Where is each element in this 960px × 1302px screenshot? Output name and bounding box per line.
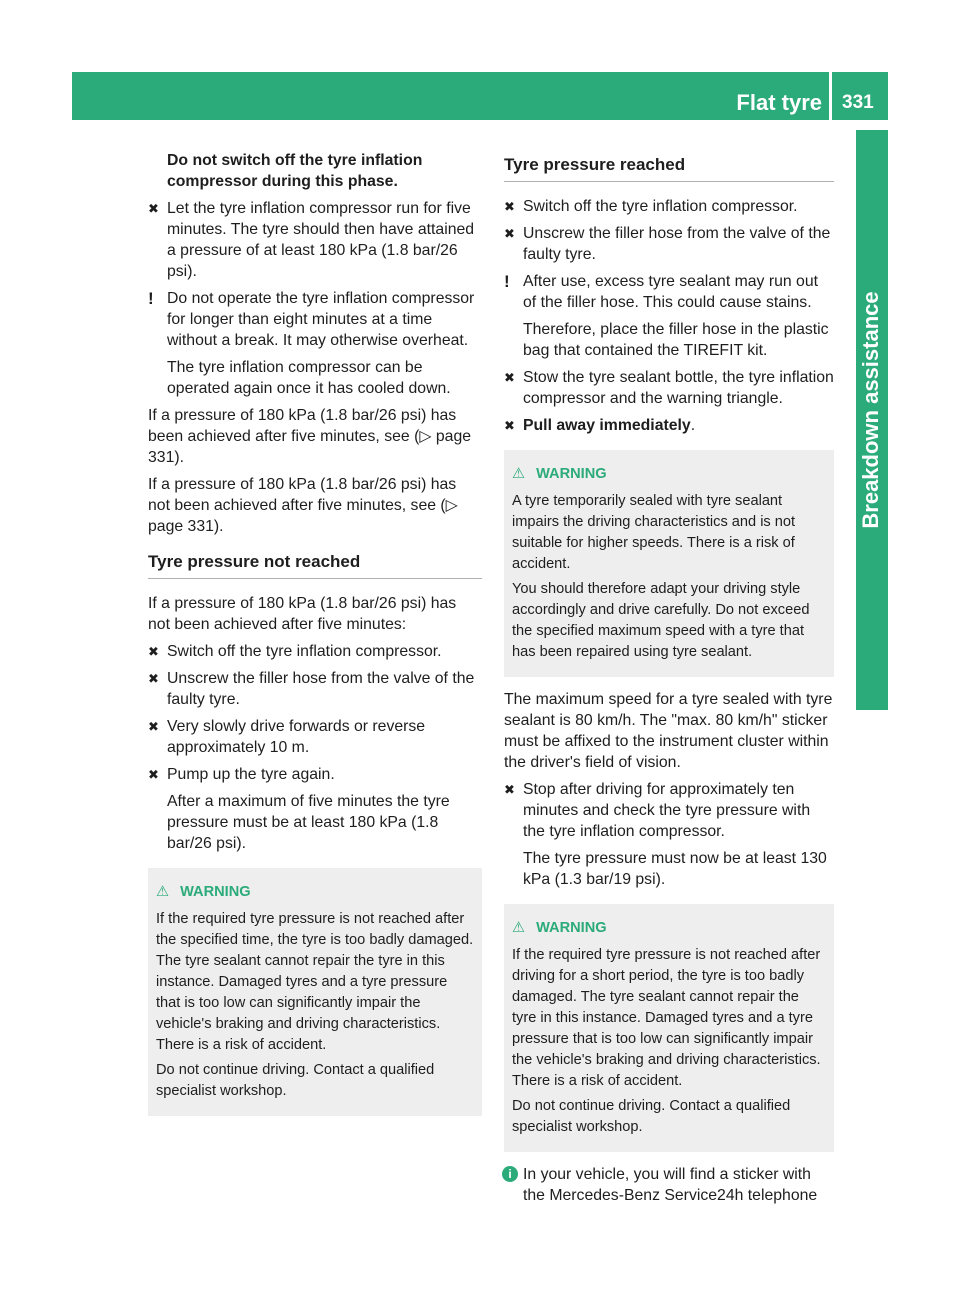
warning-text: Do not continue driving. Contact a qualified specialist workshop. (156, 1062, 435, 1099)
info-note (504, 1164, 834, 1206)
exclamation-icon: ! (504, 272, 510, 291)
step-text: Pull away immediately (523, 417, 691, 434)
step-text-end: . (690, 417, 696, 434)
warning-box (148, 868, 482, 1116)
step-text: Switch off the tyre inflation compressor. (523, 198, 798, 215)
step-item (148, 198, 482, 282)
note-text: After use, excess tyre sealant may run out of the filler hose. This could cause stains. (523, 273, 819, 311)
warning-header (512, 464, 826, 485)
arrow-right-icon: ✖ (148, 671, 159, 686)
step-item (504, 779, 834, 842)
paragraph: The maximum speed for a tyre sealed with tyre sealant is 80 km/h. The "max. 80 km/h" sticker must be affixed to the instrument cluster within the driver's field of vision. (504, 691, 833, 771)
arrow-right-icon: ✖ (504, 199, 515, 214)
page-number: 331 (842, 92, 874, 113)
right-column (504, 150, 834, 1212)
attention-note (504, 271, 834, 361)
warning-box (504, 450, 834, 677)
step-item (148, 716, 482, 758)
warning-title: WARNING (536, 920, 607, 936)
page-title: Flat tyre (736, 90, 822, 115)
arrow-right-icon: ✖ (148, 767, 159, 782)
warning-triangle-icon: ⚠ (512, 920, 526, 936)
step-item (148, 668, 482, 710)
warning-text: A tyre temporarily sealed with tyre sealant impairs the driving characteristics and is not suitable for higher speeds. There is a risk of accident. (512, 493, 796, 572)
warning-triangle-icon: ⚠ (512, 466, 526, 482)
header-divider (829, 72, 832, 120)
attention-note (148, 288, 482, 399)
step-text: Unscrew the filler hose from the valve of the faulty tyre. (523, 225, 831, 263)
warning-header (156, 882, 474, 903)
section-heading: Tyre pressure reached (504, 154, 834, 182)
paragraph: If a pressure of 180 kPa (1.8 bar/26 psi) has not been achieved after five minutes: (148, 595, 457, 633)
warning-header (512, 918, 826, 939)
step-item (148, 641, 482, 662)
arrow-right-icon: ✖ (148, 201, 159, 216)
step-text: Unscrew the filler hose from the valve of the faulty tyre. (167, 670, 475, 708)
note-text: The tyre inflation compressor can be operated again once it has cooled down. (167, 359, 451, 397)
arrow-right-icon: ✖ (148, 644, 159, 659)
warning-box (504, 904, 834, 1152)
section-tab-label: Breakdown assistance (858, 291, 883, 529)
section-heading: Tyre pressure not reached (148, 551, 482, 579)
step-text: Pump up the tyre again. (167, 766, 335, 783)
arrow-right-icon: ✖ (504, 782, 515, 797)
step-item (504, 415, 834, 436)
note-text: In your vehicle, you will find a sticker with the Mercedes-Benz Service24h telephone (523, 1166, 818, 1204)
paragraph: If a pressure of 180 kPa (1.8 bar/26 psi) has been achieved after five minutes, see (▷ page 331). (148, 407, 472, 466)
note-text: Therefore, place the filler hose in the plastic bag that contained the TIREFIT kit. (523, 321, 829, 359)
step-result: After a maximum of five minutes the tyre pressure must be at least 180 kPa (1.8 bar/26 psi). (167, 793, 450, 852)
step-text: Stow the tyre sealant bottle, the tyre inflation compressor and the warning triangle. (523, 369, 834, 407)
arrow-right-icon: ✖ (504, 370, 515, 385)
step-text: Stop after driving for approximately ten minutes and check the tyre pressure with the tyre inflation compressor. (523, 781, 811, 840)
warning-text: If the required tyre pressure is not reached after the specified time, the tyre is too badly damaged. The tyre sealant cannot repair the tyre in this instance. Damaged tyres and a tyre pressure that is too low can significantly impair the vehicle's braking and driving characteristics. There is a risk of accident. (156, 911, 474, 1053)
warning-title: WARNING (536, 466, 607, 482)
arrow-right-icon: ✖ (148, 719, 159, 734)
step-item (504, 367, 834, 409)
warning-title: WARNING (180, 884, 251, 900)
arrow-right-icon: ✖ (504, 226, 515, 241)
warning-text: Do not continue driving. Contact a qualified specialist workshop. (512, 1098, 791, 1135)
note-text: Do not operate the tyre inflation compressor for longer than eight minutes at a time without a break. It may otherwise overheat. (167, 290, 475, 349)
left-column (148, 150, 482, 1128)
warning-text: You should therefore adapt your driving style accordingly and drive carefully. Do not exceed the specified maximum speed with a tyre that has been repaired using tyre sealant. (512, 581, 810, 660)
arrow-right-icon: ✖ (504, 418, 515, 433)
step-text: Very slowly drive forwards or reverse approximately 10 m. (167, 718, 426, 756)
step-item (504, 223, 834, 265)
intro-instruction: Do not switch off the tyre inflation compressor during this phase. (167, 152, 423, 190)
info-icon: i (502, 1166, 518, 1182)
warning-triangle-icon: ⚠ (156, 884, 170, 900)
step-item (504, 196, 834, 217)
step-result: The tyre pressure must now be at least 130 kPa (1.3 bar/19 psi). (523, 850, 827, 888)
paragraph: If a pressure of 180 kPa (1.8 bar/26 psi) has not been achieved after five minutes, see (▷ page 331). (148, 476, 458, 535)
exclamation-icon: ! (148, 289, 154, 308)
step-text: Let the tyre inflation compressor run for five minutes. The tyre should then have attained a pressure of at least 180 kPa (1.8 bar/26 psi). (167, 200, 475, 280)
step-text: Switch off the tyre inflation compressor. (167, 643, 442, 660)
step-item (148, 764, 482, 785)
warning-text: If the required tyre pressure is not reached after driving for a short period, the tyre is too badly damaged. The tyre sealant cannot repair the tyre in this instance. Damaged tyres and a tyre pressure that is too low can significantly impair the vehicle's braking and driving characteristics. There is a risk of accident. (512, 947, 821, 1089)
